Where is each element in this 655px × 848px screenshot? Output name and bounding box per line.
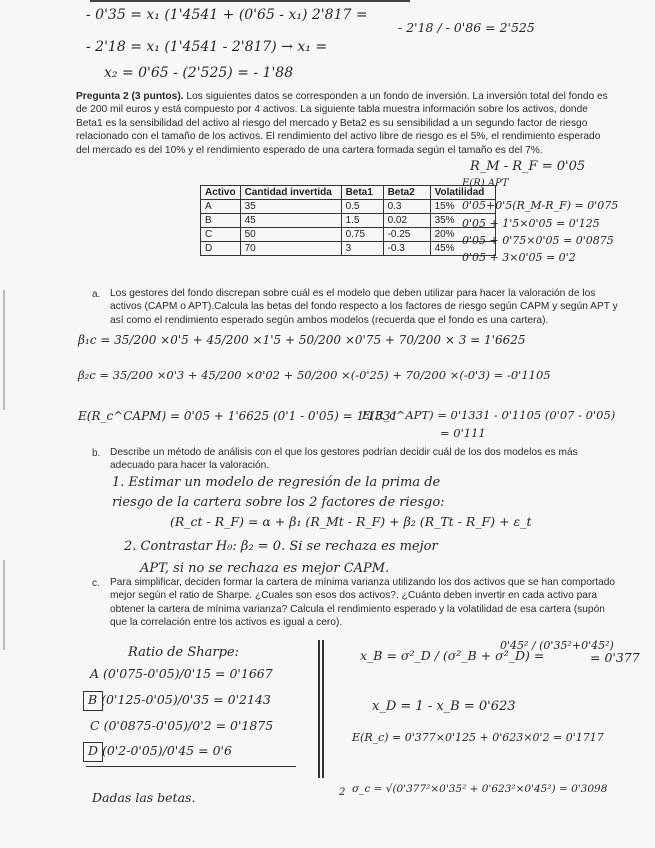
table-cell: B — [201, 214, 241, 228]
part-b-handwriting-5: APT, si no se rechaza es mejor CAPM. — [140, 561, 390, 576]
table-row — [201, 228, 496, 242]
table-cell: 50 — [240, 228, 341, 242]
margin-mark — [3, 560, 5, 650]
table-header: Beta2 — [383, 186, 430, 200]
xb-fraction: 0'45² / (0'35²+0'45²) — [500, 639, 614, 652]
sigma-marker: 2 — [339, 787, 346, 798]
apt-expected-result: = 0'111 — [440, 426, 486, 440]
sharpe-calc: (0'075-0'05)/0'15 — [103, 666, 212, 681]
table-cell: 0.3 — [383, 200, 430, 214]
sharpe-row-b — [88, 694, 271, 707]
expected-return-formula: E(R_c) = 0'377×0'125 + 0'623×0'2 = 0'1717 — [352, 731, 604, 744]
sharpe-footer: Dadas las betas. — [92, 790, 196, 805]
assets-table — [200, 185, 496, 256]
table-cell: A — [201, 200, 241, 214]
sharpe-result: = 0'1875 — [215, 718, 274, 733]
question-2-paragraph — [76, 90, 616, 157]
apt-expected-return: E(R_c^APT) = 0'1331 - 0'1105 (0'07 - 0'05) — [362, 408, 616, 422]
table-header: Volatilidad — [430, 186, 495, 200]
column-divider — [318, 640, 320, 778]
handwriting-line-3: x₂ = 0'65 - (2'525) = - 1'88 — [104, 65, 294, 81]
table-header-row — [201, 186, 496, 200]
part-b-regression: (R_ct - R_F) = α + β₁ (R_Mt - R_F) + β₂ (R_Tt - R_F) + ε_t — [170, 514, 532, 529]
table-cell: 70 — [240, 242, 341, 256]
capm-expected-return: E(R_c^CAPM) = 0'05 + 1'6625 (0'1 - 0'05) = 1'1331 — [78, 409, 398, 423]
part-b-handwriting-2: riesgo de la cartera sobre los 2 factores de riesgo: — [112, 495, 445, 510]
table-row — [201, 242, 496, 256]
market-premium-note: R_M - R_F = 0'05 — [470, 159, 586, 174]
table-handwritten-cell: 0'05+0'5(R_M-R_F) = 0'075 — [462, 199, 619, 212]
top-edge-line — [90, 0, 410, 2]
table-cell: 15% — [430, 200, 495, 214]
table-handwritten-cell: 0'05 + 3×0'05 = 0'2 — [462, 251, 576, 264]
table-row — [201, 200, 496, 214]
sharpe-calc: (0'0875-0'05)/0'2 — [103, 718, 212, 733]
table-header-note: E(R) APT — [462, 178, 509, 189]
table-cell: C — [201, 228, 241, 242]
table-cell: 45% — [430, 242, 495, 256]
sharpe-row-a — [90, 668, 273, 681]
underline — [86, 766, 296, 767]
part-b-handwriting-4: 2. Contrastar H₀: β₂ = 0. Si se rechaza es mejor — [124, 539, 438, 554]
handwriting-line-1: - 0'35 = x₁ (1'4541 + (0'65 - x₁) 2'817 = — [86, 7, 368, 23]
sharpe-label: D — [88, 743, 99, 758]
beta1-calculation: β₁c = 35/200 ×0'5 + 45/200 ×1'5 + 50/200 ×0'75 + 70/200 × 3 = 1'6625 — [78, 333, 526, 347]
xd-formula: x_D = 1 - x_B = 0'623 — [372, 699, 516, 714]
table-header: Beta1 — [341, 186, 383, 200]
table-cell: 0.75 — [341, 228, 383, 242]
sharpe-calc: (0'125-0'05)/0'35 — [101, 692, 210, 707]
table-cell: -0.3 — [383, 242, 430, 256]
sharpe-row-d — [88, 745, 232, 758]
part-c-text: Para simplificar, deciden formar la cartera de mínima varianza utilizando los dos activos que se han comportado mejor según el ratio de Sharpe. ¿Cuales son esos dos activos?. ¿Cuánto deben invertir en cada activo para obtener la cartera de mínima varianza? Calcula el rendimiento esperado y la volatilidad de esa cartera (supón que la correlación entre los activos es igual a cero). — [110, 577, 616, 629]
sharpe-label: B — [88, 692, 98, 707]
table-cell: 45 — [240, 214, 341, 228]
column-divider — [322, 640, 324, 778]
table-row — [201, 214, 496, 228]
sharpe-result: = 0'2143 — [213, 692, 271, 707]
part-a-marker: a. — [92, 289, 101, 300]
table-cell: 1.5 — [341, 214, 383, 228]
margin-mark — [3, 290, 5, 410]
table-cell: 3 — [341, 242, 383, 256]
xb-formula: x_B = σ²_D / (σ²_B + σ²_D) = — [360, 648, 545, 663]
sharpe-result: = 0'6 — [198, 743, 232, 758]
table-handwritten-cell: 0'05 + 1'5×0'05 = 0'125 — [462, 217, 600, 230]
beta2-calculation: β₂c = 35/200 ×0'3 + 45/200 ×0'02 + 50/200 ×(-0'25) + 70/200 ×(-0'3) = -0'1105 — [78, 368, 551, 382]
part-a-text: Los gestores del fondo discrepan sobre cuál es el modelo que deben utilizar para hacer la valoración de los activos (CAPM o APT).Calcula las betas del fondo respecto a los factores de riesgo según CAPM y según APT y así como el rendimiento esperado según ambos modelos (recuerda que el fondo es una cartera). — [110, 288, 618, 326]
sharpe-result: = 0'1667 — [215, 666, 273, 681]
part-b-marker: b. — [92, 448, 101, 459]
sharpe-title: Ratio de Sharpe: — [128, 645, 239, 660]
table-cell: 0.02 — [383, 214, 430, 228]
sharpe-calc: (0'2-0'05)/0'45 — [102, 743, 195, 758]
table-cell: 35 — [240, 200, 341, 214]
handwriting-fraction: - 2'18 / - 0'86 = 2'525 — [398, 20, 535, 35]
table-cell: 0.5 — [341, 200, 383, 214]
part-b-text: Describe un método de análisis con el que los gestores podrían decidir cuál de los dos modelos es más adecuado para hacer la valoración. — [110, 447, 578, 472]
table-cell: 20% — [430, 228, 495, 242]
table-cell: 35% — [430, 214, 495, 228]
sharpe-row-c — [90, 720, 273, 733]
part-c-marker: c. — [92, 578, 100, 589]
sharpe-label: A — [90, 666, 100, 681]
table-header: Activo — [201, 186, 241, 200]
volatility-formula: σ_c = √(0'377²×0'35² + 0'623²×0'45²) = 0'3098 — [352, 783, 608, 795]
part-b-handwriting-1: 1. Estimar un modelo de regresión de la prima de — [112, 475, 441, 490]
xb-result: = 0'377 — [590, 650, 640, 665]
table-header: Cantidad invertida — [240, 186, 341, 200]
question-2-body: Los siguientes datos se corresponden a un fondo de inversión. La inversión total del fondo es de 200 mil euros y está compuesto por 4 activos. La siguiente tabla muestra información sobre los activos, donde Beta1 es la sensibilidad del activo al riesgo del mercado y Beta2 es su sensibilidad a un segundo factor de riesgo relacionado con el tamaño de los activos. El rendimiento del activo libre de riesgo es el 5%, el rendimiento esperado del mercado es del 10% y el rendimiento esperado de una cartera formada según el tamaño es del 7%. — [76, 91, 608, 156]
table-cell: -0.25 — [383, 228, 430, 242]
table-cell: D — [201, 242, 241, 256]
sharpe-label: C — [90, 718, 100, 733]
table-handwritten-cell: 0'05 + 0'75×0'05 = 0'0875 — [462, 234, 614, 247]
question-2-title: Pregunta 2 (3 puntos). — [76, 91, 184, 102]
handwriting-line-2: - 2'18 = x₁ (1'4541 - 2'817) → x₁ = — [86, 39, 328, 55]
